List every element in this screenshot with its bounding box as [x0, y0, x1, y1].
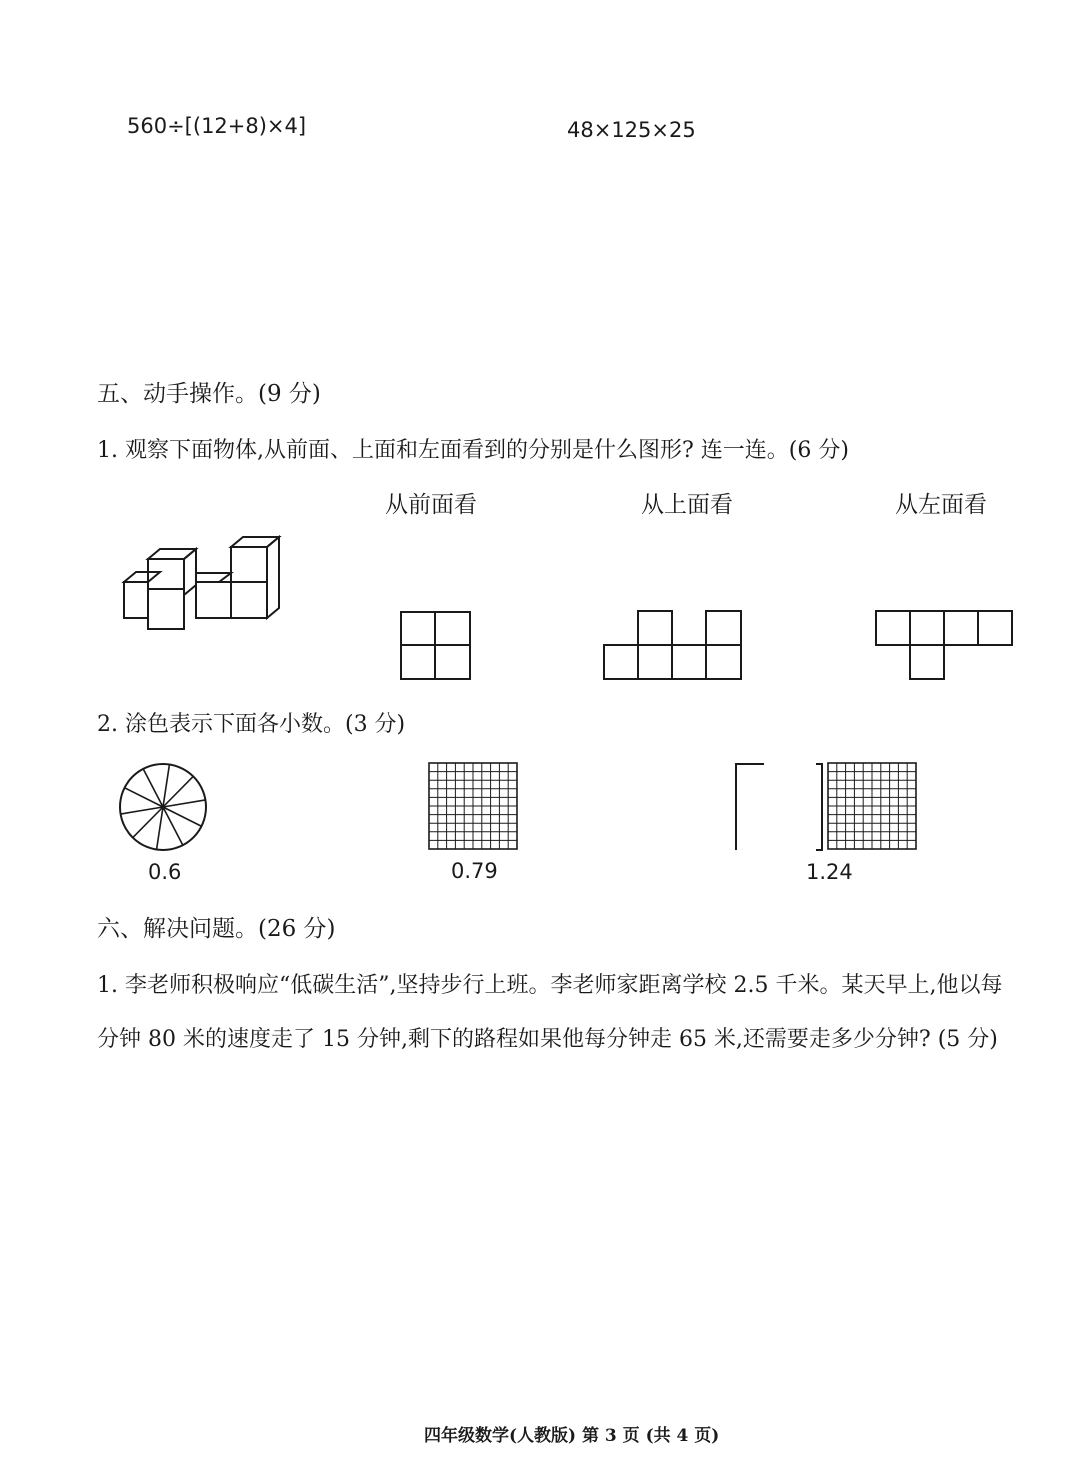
- decimal-label-circle: 0.6: [148, 860, 182, 884]
- top-view-grid[interactable]: [602, 609, 744, 681]
- decimal-label-grid: 0.79: [451, 859, 498, 883]
- cube-solid-figure: [110, 530, 310, 640]
- decimal-grid-100[interactable]: [428, 762, 518, 850]
- view-label-left: 从左面看: [895, 492, 987, 518]
- section-5-question-1: 1. 观察下面物体,从前面、上面和左面看到的分别是什么图形? 连一连。(6 分): [97, 438, 849, 463]
- left-view-grid[interactable]: [874, 609, 1014, 681]
- expression-1: 560÷[(12+8)×4]: [127, 114, 307, 138]
- decimal-label-grid-two: 1.24: [806, 860, 853, 884]
- decimal-bracket-frame: [734, 762, 834, 852]
- view-label-top: 从上面看: [641, 492, 733, 518]
- page-footer: 四年级数学(人教版) 第 3 页 (共 4 页): [424, 1426, 720, 1446]
- front-view-grid[interactable]: [400, 611, 472, 681]
- section-5-heading: 五、动手操作。(9 分): [97, 381, 321, 407]
- decimal-grid-100-second[interactable]: [827, 762, 917, 850]
- expression-2: 48×125×25: [567, 118, 696, 142]
- decimal-circle-10-parts[interactable]: [118, 762, 208, 852]
- section-6-question-1-line-2: 分钟 80 米的速度走了 15 分钟,剩下的路程如果他每分钟走 65 米,还需要走多少分钟? (5 分): [97, 1027, 998, 1052]
- section-6-question-1-line-1: 1. 李老师积极响应“低碳生活”,坚持步行上班。李老师家距离学校 2.5 千米。某天早上,他以每: [97, 973, 1003, 998]
- section-5-question-2: 2. 涂色表示下面各小数。(3 分): [97, 712, 406, 737]
- view-label-front: 从前面看: [385, 492, 477, 518]
- section-6-heading: 六、解决问题。(26 分): [97, 916, 336, 942]
